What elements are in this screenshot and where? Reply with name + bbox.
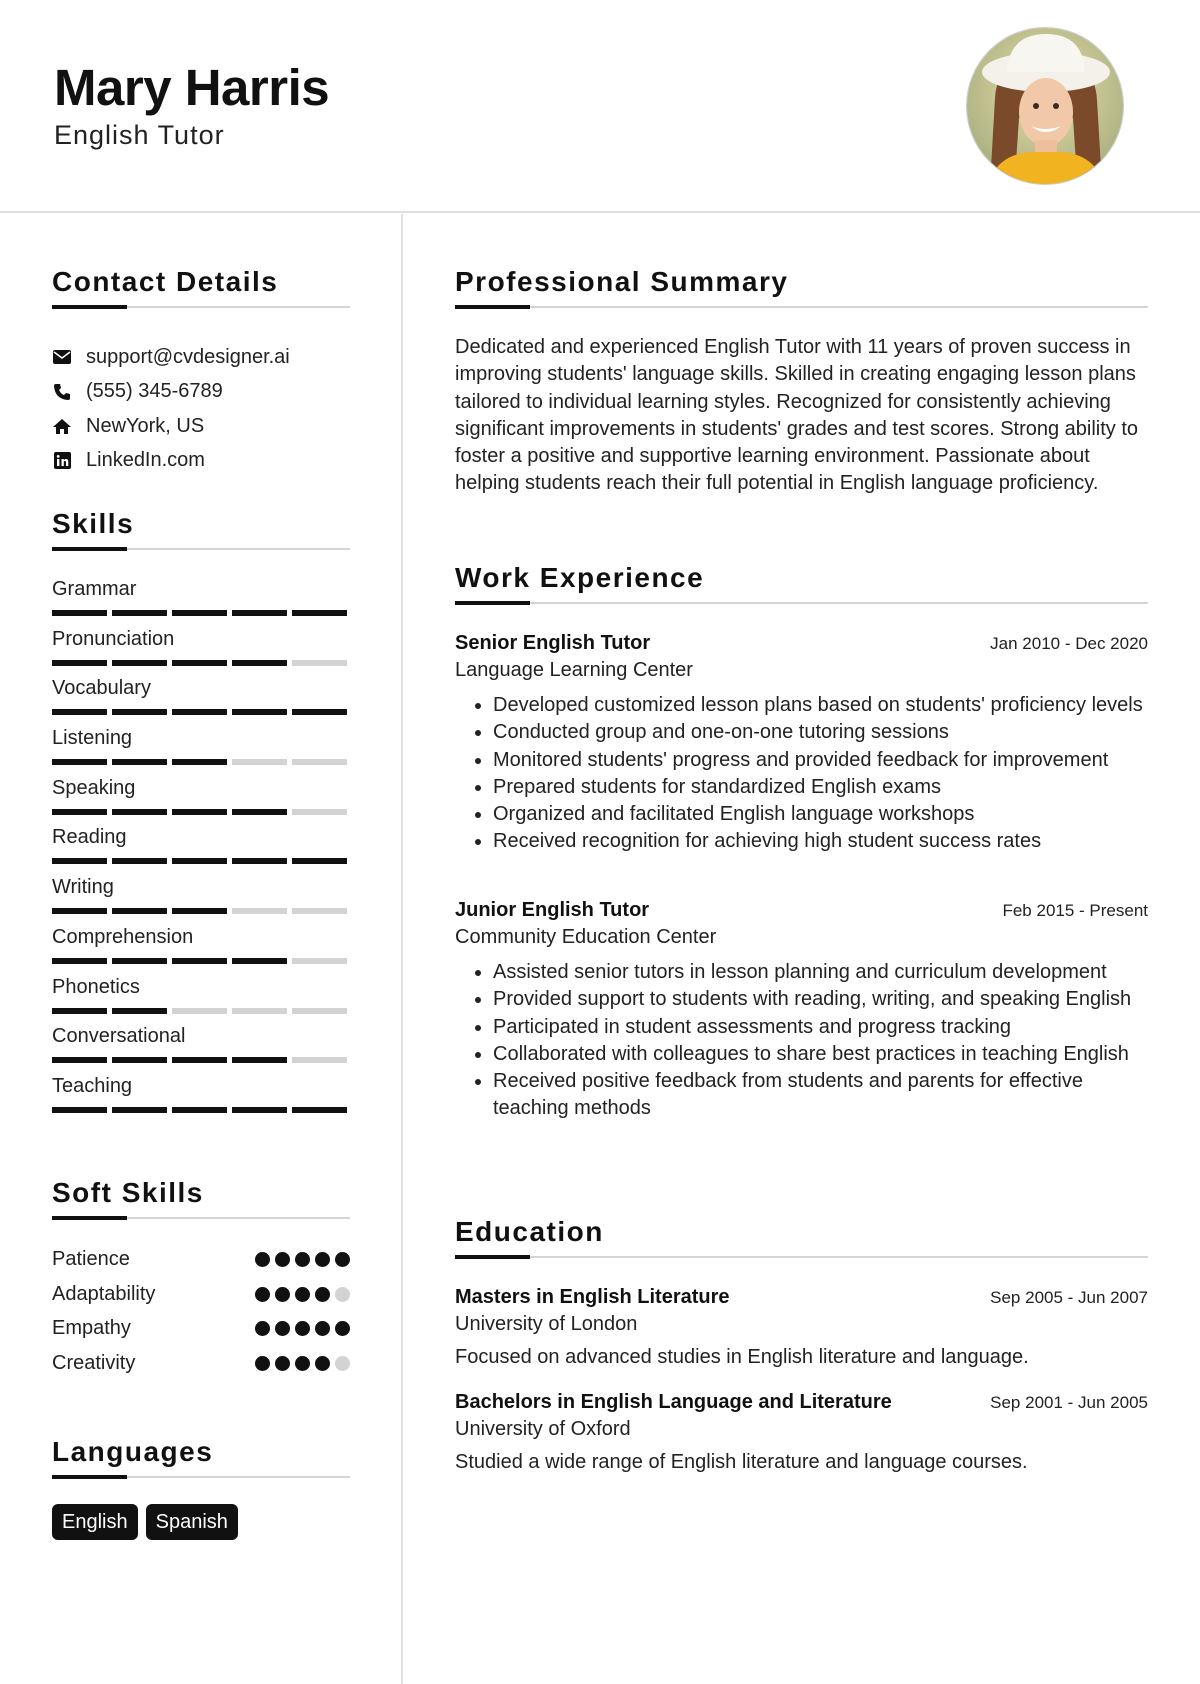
- skill-row: [52, 825, 350, 875]
- skill-level-segment: [292, 958, 347, 964]
- skill-level-segment: [52, 660, 107, 666]
- list-item: • Monitored students' progress and provided feedback for improvement: [493, 747, 1148, 774]
- skill-row: [52, 1024, 350, 1074]
- heading-rule: [52, 1476, 350, 1478]
- skill-name: Teaching: [52, 1074, 133, 1097]
- list-item: • Conducted group and one-on-one tutoring sessions: [493, 719, 1148, 746]
- job-entry: [455, 632, 1148, 856]
- skill-level-segment: [232, 809, 287, 815]
- skill-level-segment: [172, 759, 227, 765]
- languages-heading-label: Languages: [52, 1436, 214, 1467]
- language-tag: English: [52, 1504, 138, 1540]
- rating-dot: [335, 1287, 350, 1302]
- rating-dot: [315, 1287, 330, 1302]
- skill-name: Reading: [52, 826, 127, 849]
- contact-phone[interactable]: [52, 375, 352, 410]
- rating-dot: [295, 1356, 310, 1371]
- job-dates: Feb 2015 - Present: [1002, 901, 1148, 920]
- list-item: • Provided support to students with reading, writing, and speaking English: [493, 986, 1148, 1013]
- skill-level-bar: [52, 709, 350, 715]
- rating-dot: [315, 1252, 330, 1267]
- skill-level-segment: [232, 660, 287, 666]
- languages-heading: [52, 1436, 350, 1478]
- heading-rule: [455, 1256, 1148, 1258]
- contact-heading-label: Contact Details: [52, 266, 279, 297]
- soft-skill-name: Patience: [52, 1247, 130, 1270]
- skill-level-segment: [232, 858, 287, 864]
- skill-level-segment: [112, 610, 167, 616]
- skill-level-segment: [292, 660, 347, 666]
- rating-dot: [255, 1287, 270, 1302]
- skill-row: [52, 776, 350, 826]
- soft-skill-rating: [255, 1287, 350, 1302]
- rating-dot: [295, 1321, 310, 1336]
- heading-rule: [455, 306, 1148, 308]
- skill-level-segment: [112, 709, 167, 715]
- job-entry: [455, 899, 1148, 1123]
- contact-location-text: NewYork, US: [86, 414, 205, 437]
- soft-skill-row: [52, 1242, 350, 1277]
- candidate-name: Mary Harris: [54, 59, 330, 116]
- skill-row: [52, 1074, 350, 1124]
- experience-heading-label: Work Experience: [455, 562, 705, 593]
- candidate-title: English Tutor: [54, 120, 225, 150]
- skill-level-segment: [292, 709, 347, 715]
- home-icon: [52, 416, 72, 436]
- school-name: University of London: [455, 1313, 638, 1335]
- language-tag: Spanish: [146, 1504, 238, 1540]
- profile-photo: [966, 27, 1124, 185]
- skill-level-bar: [52, 660, 350, 666]
- soft-skills-heading: [52, 1177, 350, 1219]
- soft-skills-list: [52, 1242, 350, 1381]
- skill-level-segment: [52, 1057, 107, 1063]
- list-item: • Received positive feedback from students and parents for effective teaching methods: [493, 1068, 1148, 1123]
- education-heading: [455, 1216, 1148, 1258]
- skill-name: Speaking: [52, 776, 136, 799]
- job-organization: Language Learning Center: [455, 659, 693, 681]
- skill-row: [52, 726, 350, 776]
- job-dates: Jan 2010 - Dec 2020: [990, 634, 1148, 653]
- skill-level-segment: [292, 858, 347, 864]
- heading-rule: [52, 1217, 350, 1219]
- skill-level-segment: [112, 759, 167, 765]
- education-entry: [455, 1391, 1148, 1474]
- soft-skill-name: Creativity: [52, 1352, 136, 1375]
- skill-level-segment: [232, 958, 287, 964]
- rating-dot: [255, 1252, 270, 1267]
- skill-name: Grammar: [52, 578, 137, 600]
- skill-level-segment: [172, 1107, 227, 1113]
- skill-level-segment: [232, 1057, 287, 1063]
- summary-heading: [455, 266, 1148, 308]
- skill-level-segment: [52, 809, 107, 815]
- contact-email[interactable]: [52, 340, 352, 375]
- column-divider: [401, 214, 403, 1684]
- education-dates: Sep 2005 - Jun 2007: [990, 1288, 1148, 1307]
- contact-location: [52, 409, 352, 444]
- degree-title: Bachelors in English Language and Literature: [455, 1391, 892, 1413]
- list-item: • Assisted senior tutors in lesson planning and curriculum development: [493, 959, 1148, 986]
- rating-dot: [295, 1252, 310, 1267]
- soft-skill-rating: [255, 1321, 350, 1336]
- rating-dot: [315, 1356, 330, 1371]
- skill-row: [52, 925, 350, 975]
- soft-skill-name: Adaptability: [52, 1282, 156, 1305]
- skill-name: Pronunciation: [52, 627, 175, 650]
- skill-level-segment: [232, 1107, 287, 1113]
- heading-rule: [52, 548, 350, 550]
- skill-level-segment: [52, 610, 107, 616]
- skill-level-segment: [112, 809, 167, 815]
- soft-skill-name: Empathy: [52, 1317, 131, 1340]
- contact-phone-text: (555) 345-6789: [86, 380, 223, 403]
- skill-level-segment: [112, 958, 167, 964]
- skill-row: [52, 875, 350, 925]
- skill-name: Listening: [52, 727, 133, 750]
- skill-level-segment: [172, 709, 227, 715]
- degree-title: Masters in English Literature: [455, 1286, 730, 1308]
- skill-level-segment: [292, 759, 347, 765]
- language-tags: [52, 1504, 238, 1540]
- job-bullets: [455, 959, 1148, 1123]
- skill-name: Conversational: [52, 1025, 186, 1048]
- skill-level-segment: [232, 709, 287, 715]
- list-item: • Developed customized lesson plans based on students' proficiency levels: [493, 692, 1148, 719]
- skill-level-bar: [52, 1057, 350, 1063]
- skill-level-segment: [112, 858, 167, 864]
- heading-rule: [52, 306, 350, 308]
- skills-heading: [52, 508, 350, 550]
- school-name: University of Oxford: [455, 1418, 631, 1440]
- job-organization: Community Education Center: [455, 926, 717, 948]
- job-title: Senior English Tutor: [455, 632, 651, 654]
- envelope-icon: [52, 347, 72, 367]
- soft-skill-row: [52, 1312, 350, 1347]
- rating-dot: [335, 1321, 350, 1336]
- education-heading-label: Education: [455, 1216, 604, 1247]
- skill-level-segment: [232, 759, 287, 765]
- soft-skills-heading-label: Soft Skills: [52, 1177, 204, 1208]
- skill-level-segment: [292, 1107, 347, 1113]
- experience-heading: [455, 562, 1148, 604]
- contact-linkedin-text: LinkedIn.com: [86, 449, 205, 472]
- skill-level-segment: [232, 908, 287, 914]
- skill-level-segment: [292, 1008, 347, 1014]
- soft-skill-row: [52, 1346, 350, 1381]
- soft-skill-rating: [255, 1356, 350, 1371]
- skill-level-segment: [232, 610, 287, 616]
- heading-rule: [455, 602, 1148, 604]
- skill-level-segment: [292, 610, 347, 616]
- skill-level-bar: [52, 809, 350, 815]
- skills-list: [52, 577, 350, 1124]
- resume-header: [0, 0, 1200, 213]
- skill-level-segment: [172, 610, 227, 616]
- education-description: Studied a wide range of English literature and language courses.: [455, 1451, 1028, 1473]
- skill-row: [52, 577, 350, 627]
- list-item: • Collaborated with colleagues to share best practices in teaching English: [493, 1041, 1148, 1068]
- skill-level-bar: [52, 610, 350, 616]
- contact-email-text: support@cvdesigner.ai: [86, 345, 290, 368]
- education-description: Focused on advanced studies in English literature and language.: [455, 1346, 1029, 1368]
- job-bullets: [455, 692, 1148, 856]
- skill-level-segment: [52, 858, 107, 864]
- list-item: • Organized and facilitated English language workshops: [493, 801, 1148, 828]
- skill-level-bar: [52, 858, 350, 864]
- skill-level-segment: [112, 908, 167, 914]
- rating-dot: [255, 1321, 270, 1336]
- skill-level-segment: [52, 709, 107, 715]
- skill-level-segment: [112, 660, 167, 666]
- education-entry: [455, 1286, 1148, 1369]
- skill-name: Vocabulary: [52, 677, 151, 700]
- soft-skill-rating: [255, 1252, 350, 1267]
- skill-level-segment: [112, 1057, 167, 1063]
- rating-dot: [275, 1287, 290, 1302]
- skill-level-segment: [292, 1057, 347, 1063]
- soft-skill-row: [52, 1277, 350, 1312]
- skill-level-segment: [172, 660, 227, 666]
- skill-level-segment: [52, 958, 107, 964]
- skill-level-segment: [292, 809, 347, 815]
- skill-level-segment: [52, 908, 107, 914]
- skill-level-segment: [112, 1107, 167, 1113]
- list-item: • Prepared students for standardized English exams: [493, 774, 1148, 801]
- job-title: Junior English Tutor: [455, 899, 650, 921]
- skill-row: [52, 975, 350, 1025]
- skills-heading-label: Skills: [52, 508, 135, 539]
- skill-level-segment: [172, 908, 227, 914]
- skill-level-bar: [52, 759, 350, 765]
- skill-name: Writing: [52, 876, 114, 899]
- skill-level-segment: [172, 958, 227, 964]
- rating-dot: [295, 1287, 310, 1302]
- skill-level-segment: [52, 1008, 107, 1014]
- summary-heading-label: Professional Summary: [455, 266, 789, 297]
- rating-dot: [275, 1321, 290, 1336]
- skill-level-segment: [172, 809, 227, 815]
- professional-summary: Dedicated and experienced English Tutor with 11 years of proven success in improving students' language skills. Skilled in creating engaging lesson plans tailored to individual learning styles. Recognized for consistently achieving significant improvements in students' grades and test scores. Strong ability to foster a positive and supportive learning environment. Passionate about helping students reach their full potential in English language proficiency.: [455, 336, 1139, 495]
- contact-list: [52, 340, 352, 478]
- skill-level-segment: [52, 759, 107, 765]
- skill-level-segment: [172, 1057, 227, 1063]
- skill-name: Comprehension: [52, 925, 194, 948]
- skill-name: Phonetics: [52, 975, 140, 998]
- contact-heading: [52, 266, 350, 308]
- skill-level-segment: [292, 908, 347, 914]
- linkedin-icon: [52, 451, 72, 471]
- rating-dot: [315, 1321, 330, 1336]
- rating-dot: [275, 1252, 290, 1267]
- skill-level-bar: [52, 1107, 350, 1113]
- list-item: • Participated in student assessments and progress tracking: [493, 1014, 1148, 1041]
- skill-level-bar: [52, 1008, 350, 1014]
- skill-level-segment: [112, 1008, 167, 1014]
- rating-dot: [255, 1356, 270, 1371]
- skill-level-bar: [52, 908, 350, 914]
- contact-linkedin[interactable]: [52, 444, 352, 479]
- skill-level-bar: [52, 958, 350, 964]
- skill-row: [52, 676, 350, 726]
- skill-level-segment: [172, 858, 227, 864]
- rating-dot: [275, 1356, 290, 1371]
- education-dates: Sep 2001 - Jun 2005: [990, 1393, 1148, 1412]
- skill-level-segment: [232, 1008, 287, 1014]
- list-item: • Received recognition for achieving high student success rates: [493, 828, 1148, 855]
- rating-dot: [335, 1252, 350, 1267]
- rating-dot: [335, 1356, 350, 1371]
- phone-icon: [52, 382, 72, 402]
- skill-row: [52, 627, 350, 677]
- skill-level-segment: [172, 1008, 227, 1014]
- skill-level-segment: [52, 1107, 107, 1113]
